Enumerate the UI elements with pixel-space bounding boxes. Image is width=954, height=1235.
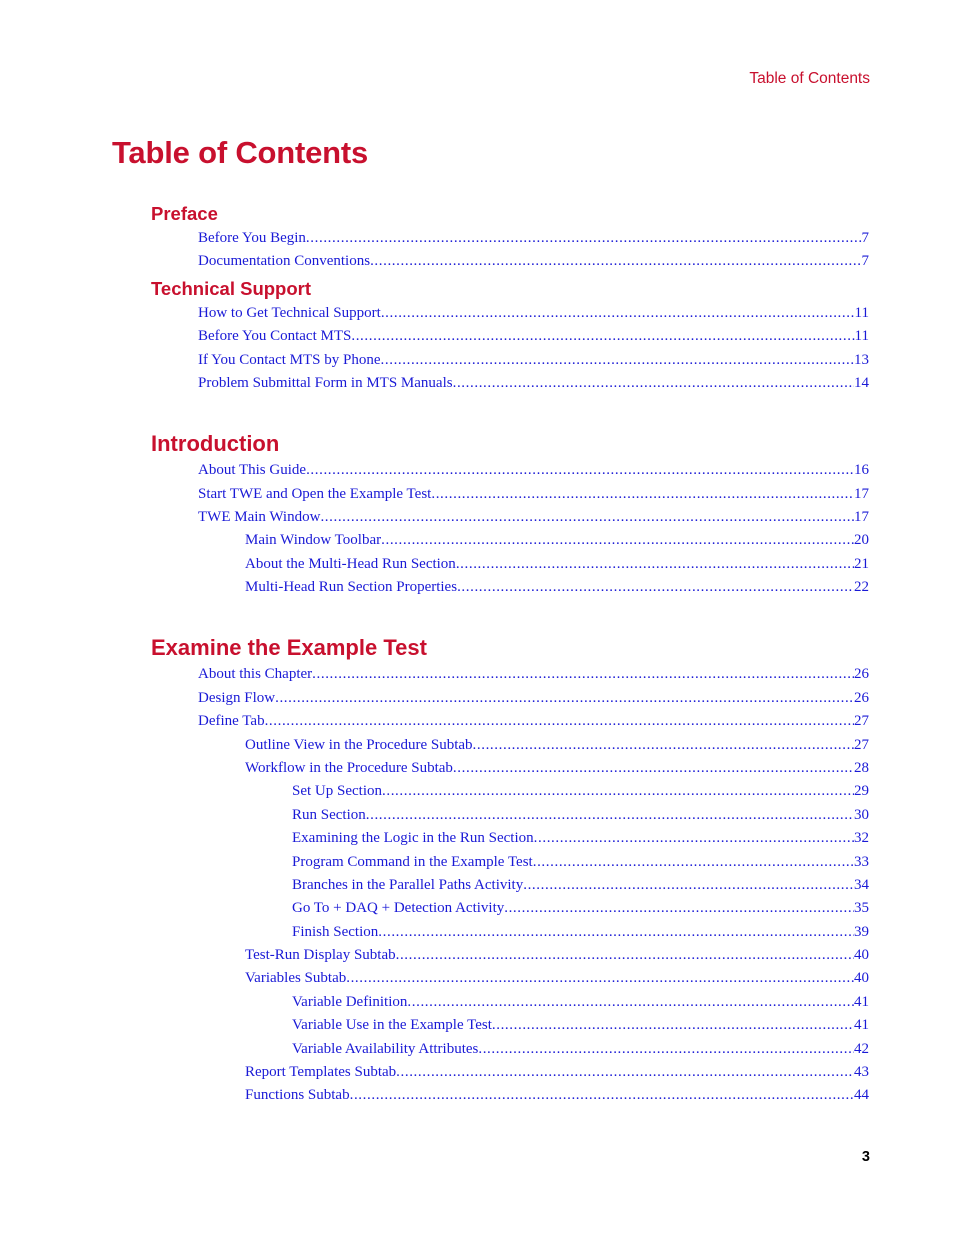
toc-entry[interactable] (292, 807, 869, 827)
toc-leader (492, 1017, 854, 1034)
toc-entry[interactable] (198, 462, 869, 482)
toc-entry[interactable] (198, 486, 869, 506)
toc-entry[interactable] (292, 830, 869, 850)
toc-entry[interactable] (292, 854, 869, 874)
section-heading-preface: Preface (151, 203, 218, 224)
toc-leader (320, 509, 854, 526)
toc-leader (306, 230, 862, 247)
toc-entry-page: 44 (854, 1087, 869, 1103)
toc-entry-page: 26 (854, 690, 869, 706)
toc-entry-page: 39 (854, 924, 869, 940)
toc-leader (351, 328, 854, 345)
toc-entry-page: 22 (854, 579, 869, 595)
toc-entry-title: Problem Submittal Form in MTS Manuals (198, 375, 453, 391)
toc-entry-page: 7 (861, 253, 869, 269)
toc-entry[interactable] (198, 666, 869, 686)
toc-entry-title: Functions Subtab (245, 1087, 350, 1103)
toc-entry-page: 16 (854, 462, 869, 478)
toc-entry-title: Test-Run Display Subtab (245, 947, 396, 963)
running-header: Table of Contents (749, 70, 870, 87)
toc-entry-title: Workflow in the Procedure Subtab (245, 760, 453, 776)
toc-entry-title: Documentation Conventions (198, 253, 371, 269)
toc-entry-page: 43 (854, 1064, 869, 1080)
toc-entry-title: Go To + DAQ + Detection Activity (292, 900, 505, 916)
toc-entry[interactable] (198, 352, 869, 372)
toc-leader (453, 760, 854, 777)
page-number: 3 (861, 1149, 870, 1165)
toc-leader (381, 352, 854, 369)
toc-entry-title: TWE Main Window (198, 509, 321, 525)
toc-entry[interactable] (198, 713, 869, 733)
toc-entry-page: 35 (854, 900, 869, 916)
toc-entry[interactable] (245, 737, 869, 757)
toc-entry-title: Outline View in the Procedure Subtab (245, 737, 473, 753)
toc-entry-page: 7 (861, 230, 869, 246)
toc-leader (381, 532, 854, 549)
toc-entry[interactable] (198, 375, 869, 395)
toc-entry-page: 42 (854, 1041, 869, 1057)
toc-entry-page: 26 (854, 666, 869, 682)
toc-entry-title: Multi-Head Run Section Properties (245, 579, 458, 595)
toc-entry-title: Variable Availability Attributes (292, 1041, 479, 1057)
toc-leader (396, 1064, 854, 1081)
toc-entry-page: 41 (854, 1017, 869, 1033)
toc-entry[interactable] (292, 994, 869, 1014)
toc-leader (378, 924, 854, 941)
toc-leader (381, 305, 855, 322)
toc-entry-page: 41 (854, 994, 869, 1010)
toc-entry-page: 30 (854, 807, 869, 823)
toc-entry-title: Finish Section (292, 924, 379, 940)
toc-entry-page: 27 (854, 713, 869, 729)
toc-entry[interactable] (245, 760, 869, 780)
toc-entry[interactable] (198, 328, 869, 348)
section-heading-introduction: Introduction (151, 431, 280, 456)
toc-entry-title: Before You Begin (198, 230, 306, 246)
toc-leader (265, 713, 854, 730)
toc-entry-page: 17 (854, 509, 869, 525)
toc-leader (366, 807, 854, 824)
toc-entry-title: Set Up Section (292, 783, 382, 799)
toc-entry-title: How to Get Technical Support (198, 305, 381, 321)
toc-leader (523, 877, 854, 894)
toc-leader (346, 970, 854, 987)
toc-entry-title: Branches in the Parallel Paths Activity (292, 877, 524, 893)
toc-entry[interactable] (292, 877, 869, 897)
toc-entry[interactable] (198, 509, 869, 529)
toc-entry-title: About this Chapter (198, 666, 313, 682)
toc-entry-page: 17 (854, 486, 869, 502)
toc-entry[interactable] (198, 230, 869, 250)
toc-entry[interactable] (245, 556, 869, 576)
toc-entry[interactable] (245, 579, 869, 599)
toc-leader (478, 1041, 854, 1058)
toc-leader (453, 375, 854, 392)
toc-leader (275, 690, 854, 707)
toc-entry[interactable] (198, 305, 869, 325)
toc-entry-page: 11 (854, 305, 869, 321)
toc-entry[interactable] (292, 924, 869, 944)
toc-entry-title: Variable Definition (292, 994, 408, 1010)
toc-leader (431, 486, 854, 503)
toc-entry-page: 32 (854, 830, 869, 846)
toc-entry[interactable] (292, 783, 869, 803)
toc-entry[interactable] (198, 253, 869, 273)
toc-entry[interactable] (292, 1017, 869, 1037)
toc-entry-page: 21 (854, 556, 869, 572)
toc-entry-page: 34 (854, 877, 869, 893)
toc-entry-title: Variable Use in the Example Test (292, 1017, 492, 1033)
toc-entry[interactable] (245, 970, 869, 990)
toc-leader (457, 579, 854, 596)
toc-leader (473, 737, 854, 754)
toc-entry-title: Before You Contact MTS (198, 328, 352, 344)
toc-entry[interactable] (292, 1041, 869, 1061)
toc-entry-title: Define Tab (198, 713, 265, 729)
toc-entry-page: 27 (854, 737, 869, 753)
toc-entry-title: Program Command in the Example Test (292, 854, 533, 870)
toc-entry-page: 40 (854, 970, 869, 986)
toc-leader (456, 556, 854, 573)
toc-leader (396, 947, 854, 964)
toc-leader (306, 462, 854, 479)
toc-entry-title: Main Window Toolbar (245, 532, 382, 548)
toc-entry-page: 14 (854, 375, 869, 391)
toc-entry-title: If You Contact MTS by Phone (198, 352, 381, 368)
section-heading-technical-support: Technical Support (151, 278, 312, 299)
toc-entry[interactable] (245, 1064, 869, 1084)
toc-entry-title: Examining the Logic in the Run Section (292, 830, 534, 846)
toc-entry-page: 20 (854, 532, 869, 548)
toc-leader (312, 666, 854, 683)
toc-leader (350, 1087, 854, 1104)
toc-entry-page: 13 (854, 352, 869, 368)
toc-entry[interactable] (292, 900, 869, 920)
toc-entry-title: Start TWE and Open the Example Test (198, 486, 432, 502)
toc-leader (534, 830, 854, 847)
toc-leader (407, 994, 854, 1011)
toc-leader (382, 783, 854, 800)
toc-entry-title: Design Flow (198, 690, 276, 706)
toc-entry[interactable] (245, 1087, 869, 1107)
toc-entry-page: 40 (854, 947, 869, 963)
toc-leader (504, 900, 854, 917)
toc-entry-title: About This Guide (198, 462, 307, 478)
section-heading-examine-the-example-test: Examine the Example Test (151, 635, 427, 660)
toc-entry[interactable] (245, 532, 869, 552)
toc-entry-page: 29 (854, 783, 869, 799)
toc-entry-title: Report Templates Subtab (245, 1064, 397, 1080)
toc-entry-page: 33 (854, 854, 869, 870)
toc-entry[interactable] (245, 947, 869, 967)
toc-entry-page: 28 (854, 760, 869, 776)
toc-leader (370, 253, 861, 270)
toc-entry-title: Run Section (292, 807, 366, 823)
toc-entry-title: Variables Subtab (245, 970, 347, 986)
toc-leader (533, 854, 854, 871)
toc-entry-page: 11 (854, 328, 869, 344)
toc-entry[interactable] (198, 690, 869, 710)
toc-entry-title: About the Multi-Head Run Section (245, 556, 456, 572)
page-title: Table of Contents (112, 135, 369, 170)
